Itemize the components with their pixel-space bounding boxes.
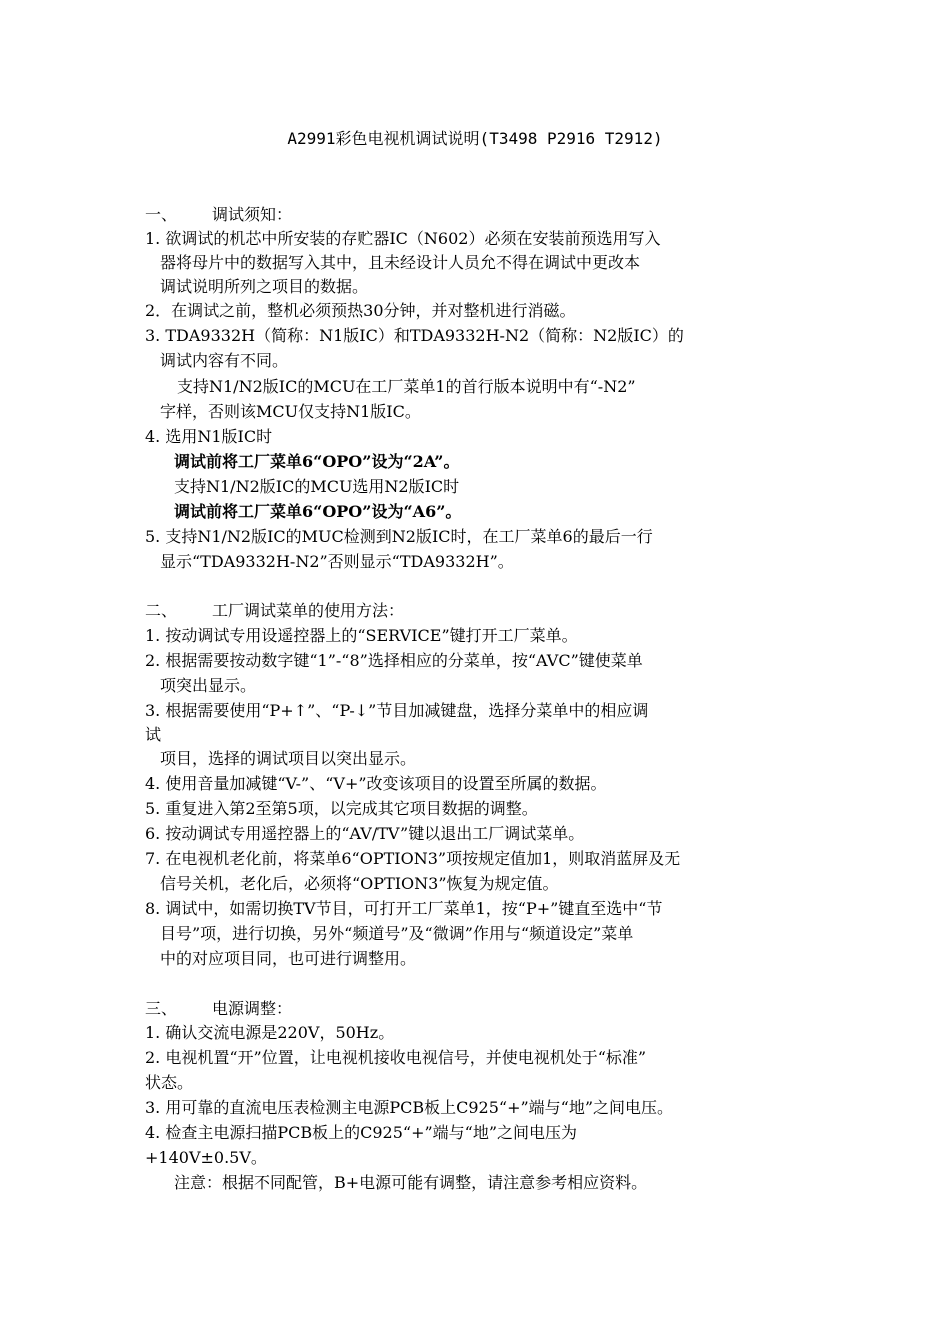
section-2-line: 项突出显示。 <box>160 676 257 695</box>
section-1-line: 调试说明所列之项目的数据。 <box>160 277 369 296</box>
section-2-line: 6. 按动调试专用遥控器上的“AV/TV”键以退出工厂调试菜单。 <box>145 824 585 843</box>
section-3-line: 4. 检查主电源扫描PCB板上的C925“+”端与“地”之间电压为 <box>145 1123 578 1142</box>
section-1-heading: 调试须知： <box>212 205 293 224</box>
section-1-line: 4. 选用N1版IC时 <box>145 427 273 446</box>
section-2-line: 3. 根据需要使用“P+↑”、“P-↓”节目加减键盘，选择分菜单中的相应调 <box>145 701 649 720</box>
section-2-line: 信号关机，老化后，必须将“OPTION3”恢复为规定值。 <box>160 874 559 893</box>
section-1-heading-number: 一、 <box>145 205 178 224</box>
section-2-heading: 工厂调试菜单的使用方法： <box>212 601 405 620</box>
section-1-line: 3. TDA9332H（简称：N1版IC）和TDA9332H-N2（简称：N2版IC）的 <box>145 326 684 345</box>
section-1-line: 1. 欲调试的机芯中所安装的存贮器IC（N602）必须在安装前预选用写入 <box>145 229 661 248</box>
section-3-line: 2. 电视机置“开”位置，让电视机接收电视信号，并使电视机处于“标准” <box>145 1048 647 1067</box>
section-1-line: 器将母片中的数据写入其中，且未经设计人员允不得在调试中更改本 <box>160 253 641 272</box>
section-3-line: 1. 确认交流电源是220V，50Hz。 <box>145 1023 395 1042</box>
section-3-line: +140V±0.5V。 <box>145 1148 267 1167</box>
section-1-line: 显示“TDA9332H-N2”否则显示“TDA9332H”。 <box>160 552 514 571</box>
section-1-line: 调试内容有不同。 <box>160 351 289 370</box>
section-2-heading-number: 二、 <box>145 601 178 620</box>
section-1-line: 支持N1/N2版IC的MCU选用N2版IC时 <box>174 477 460 496</box>
section-2-line: 试 <box>145 725 162 744</box>
section-3-line: 状态。 <box>145 1073 194 1092</box>
section-2-line: 1. 按动调试专用设遥控器上的“SERVICE”键打开工厂菜单。 <box>145 626 578 645</box>
section-1-line: 2．在调试之前，整机必须预热30分钟，并对整机进行消磁。 <box>145 301 576 320</box>
section-1-line: 字样，否则该MCU仅支持N1版IC。 <box>160 402 421 421</box>
section-2-line: 目号”项，进行切换，另外“频道号”及“微调”作用与“频道设定”菜单 <box>160 924 634 943</box>
section-2-line: 7. 在电视机老化前，将菜单6“OPTION3”项按规定值加1，则取消蓝屏及无 <box>145 849 681 868</box>
section-3-note: 注意：根据不同配管，B+电源可能有调整，请注意参考相应资料。 <box>174 1173 648 1192</box>
document-title: A2991彩色电视机调试说明(T3498 P2916 T2912) <box>287 129 663 148</box>
section-3-line: 3. 用可靠的直流电压表检测主电源PCB板上C925“+”端与“地”之间电压。 <box>145 1098 674 1117</box>
section-1-line: 5. 支持N1/N2版IC的MUC检测到N2版IC时，在工厂菜单6的最后一行 <box>145 527 653 546</box>
section-2-line: 2. 根据需要按动数字键“1”-“8”选择相应的分菜单，按“AVC”键使菜单 <box>145 651 643 670</box>
section-3-heading: 电源调整： <box>212 999 293 1018</box>
section-2-line: 4. 使用音量加减键“V-”、“V+”改变该项目的设置至所属的数据。 <box>145 774 607 793</box>
section-2-line: 8. 调试中，如需切换TV节目，可打开工厂菜单1，按“P+”键直至选中“节 <box>145 899 663 918</box>
section-2-line: 中的对应项目同，也可进行调整用。 <box>160 949 417 968</box>
section-1-bold-instruction: 调试前将工厂菜单6“OPO”设为“2A”。 <box>174 452 460 471</box>
section-3-heading-number: 三、 <box>145 999 178 1018</box>
section-1-line: 支持N1/N2版IC的MCU在工厂菜单1的首行版本说明中有“-N2” <box>177 377 636 396</box>
section-2-line: 5. 重复进入第2至第5项，以完成其它项目数据的调整。 <box>145 799 538 818</box>
section-1-bold-instruction: 调试前将工厂菜单6“OPO”设为“A6”。 <box>174 502 462 521</box>
section-2-line: 项目，选择的调试项目以突出显示。 <box>160 749 417 768</box>
